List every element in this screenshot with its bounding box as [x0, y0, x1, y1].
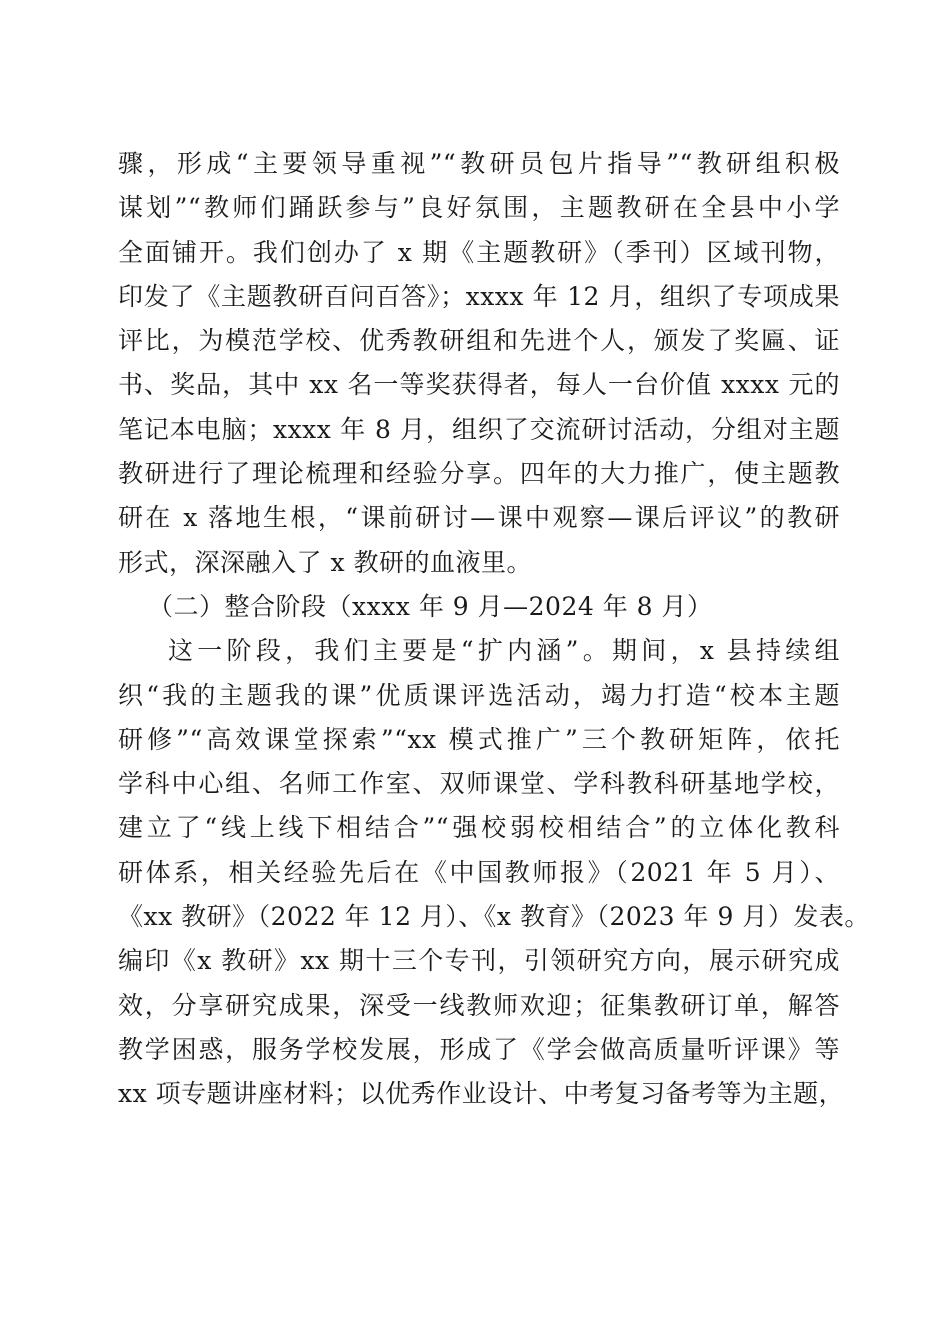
- paragraph-line: 效，分享研究成果，深受一线教师欢迎；征集教研订单，解答: [118, 990, 840, 1020]
- paragraph-line: 学科中心组、名师工作室、双师课堂、学科教科研基地学校，: [118, 769, 840, 799]
- paragraph-line: xx 项专题讲座材料；以优秀作业设计、中考复习备考等为主题，: [118, 1079, 845, 1109]
- paragraph-line: 教学困惑，服务学校发展，形成了《学会做高质量听评课》等: [118, 1034, 840, 1064]
- paragraph-line: 《xx 教研》（2022 年 12 月）、《x 教育》（2023 年 9 月）发表。: [118, 902, 870, 932]
- section-heading: （二）整合阶段（xxxx 年 9 月—2024 年 8 月）: [148, 591, 713, 621]
- paragraph-line: 研体系，相关经验先后在《中国教师报》（2021 年 5 月）、: [118, 857, 840, 887]
- paragraph-line: 评比，为模范学校、优秀教研组和先进个人，颁发了奖匾、证: [118, 326, 840, 356]
- paragraph-line: 书、奖品，其中 xx 名一等奖获得者，每人一台价值 xxxx 元的: [118, 370, 840, 400]
- paragraph-line: 形式，深深融入了 x 教研的血液里。: [118, 547, 532, 577]
- document-body: [118, 142, 870, 1117]
- paragraph-line: 笔记本电脑；xxxx 年 8 月，组织了交流研讨活动，分组对主题: [118, 414, 840, 444]
- paragraph-line: 织“我的主题我的课”优质课评选活动，竭力打造“校本主题: [118, 680, 840, 710]
- paragraph-line: 建立了“线上线下相结合”“强校弱校相结合”的立体化教科: [118, 813, 840, 843]
- paragraph-line: 研修”“高效课堂探索”“xx 模式推广”三个教研矩阵，依托: [118, 724, 840, 754]
- paragraph-line: 印发了《主题教研百问百答》；xxxx 年 12 月，组织了专项成果: [118, 281, 840, 311]
- paragraph-line: 骤，形成“主要领导重视”“教研员包片指导”“教研组积极: [118, 149, 840, 178]
- paragraph-line: 编印《x 教研》xx 期十三个专刊，引领研究方向，展示研究成: [118, 946, 840, 976]
- paragraph-line: 教研进行了理论梳理和经验分享。四年的大力推广，使主题教: [118, 459, 840, 489]
- paragraph-line: 全面铺开。我们创办了 x 期《主题教研》（季刊）区域刊物，: [118, 237, 840, 267]
- paragraph-line: 谋划”“教师们踊跃参与”良好氛围，主题教研在全县中小学: [118, 193, 840, 223]
- paragraph-line: 研在 x 落地生根，“课前研讨—课中观察—课后评议”的教研: [118, 503, 840, 533]
- paragraph-line: 这一阶段，我们主要是“扩内涵”。期间，x 县持续组: [168, 636, 840, 666]
